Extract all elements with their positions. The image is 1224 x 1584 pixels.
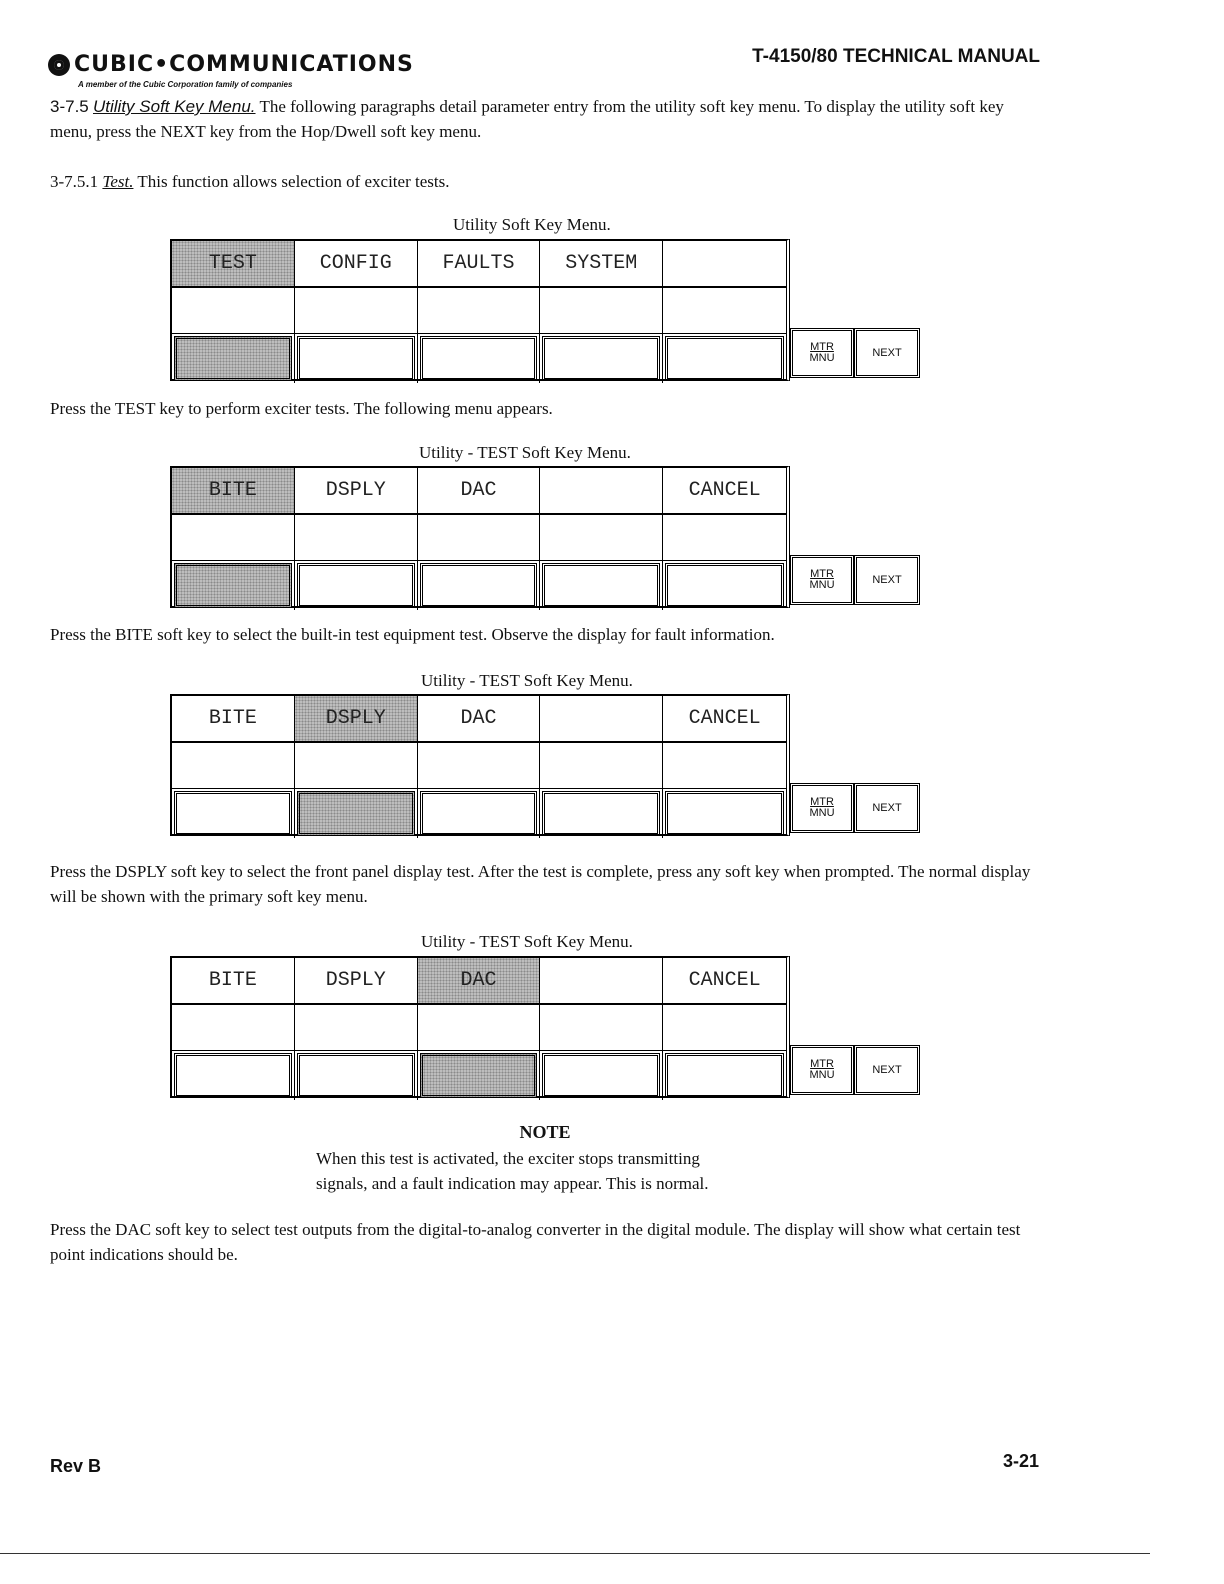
soft-key-blank <box>540 515 663 561</box>
soft-key-label[interactable]: DAC <box>418 958 541 1005</box>
soft-key-blank <box>295 743 418 789</box>
menu-caption: Utility - TEST Soft Key Menu. <box>421 671 633 690</box>
soft-key-menu <box>170 466 790 608</box>
soft-key-button[interactable] <box>540 1051 663 1100</box>
soft-key-blank <box>172 743 295 789</box>
soft-key-blank <box>663 1005 786 1051</box>
section-text: The following paragraphs detail parameter entry from the utility soft key menu. To display the utility soft key menu, press the NEXT key from the Hop/Dwell soft key menu. <box>50 97 1004 141</box>
mtr-mnu-key[interactable] <box>790 783 854 833</box>
soft-key-frame <box>297 1053 415 1098</box>
soft-key-frame <box>665 1053 784 1098</box>
soft-key-button[interactable] <box>295 789 418 838</box>
menu-caption: Utility - TEST Soft Key Menu. <box>419 443 631 462</box>
soft-key-menu <box>170 956 790 1098</box>
soft-key-frame <box>174 1053 292 1098</box>
soft-key-button[interactable] <box>295 334 418 383</box>
section-text: This function allows selection of exciter tests. <box>133 172 450 191</box>
soft-key-button[interactable] <box>540 334 663 383</box>
page-number: 3-21 <box>1003 1451 1040 1471</box>
soft-key-blank <box>663 743 786 789</box>
soft-key-button[interactable] <box>172 334 295 383</box>
mnu-label: MNU <box>809 1069 835 1081</box>
revision: Rev B <box>50 1456 102 1476</box>
mnu-label: MNU <box>809 352 835 364</box>
soft-key-label[interactable]: CANCEL <box>663 468 786 515</box>
soft-key-label[interactable]: DSPLY <box>295 468 418 515</box>
soft-key-blank <box>295 1005 418 1051</box>
instruction-dsply: Press the DSPLY soft key to select the front panel display test. After the test is complete, press any soft key when prompted. The normal display will be shown with the primary soft key menu. <box>50 862 1031 906</box>
soft-key-frame <box>297 563 415 608</box>
soft-key-frame <box>542 563 660 608</box>
mtr-mnu-key[interactable] <box>790 328 854 378</box>
section-number: 3-7.5.1 <box>50 172 99 191</box>
soft-key-frame <box>420 1053 538 1098</box>
note-line: signals, and a fault indication may appear. This is normal. <box>316 1174 709 1193</box>
soft-key-frame <box>174 563 292 608</box>
soft-key-label[interactable]: CONFIG <box>295 241 418 288</box>
soft-key-frame <box>174 791 292 836</box>
soft-key-label[interactable]: SYSTEM <box>540 241 663 288</box>
note-body <box>316 1146 816 1196</box>
soft-key-label[interactable]: DAC <box>418 468 541 515</box>
soft-key-blank <box>540 1005 663 1051</box>
soft-key-button[interactable] <box>418 789 541 838</box>
manual-title: T-4150/80 TECHNICAL MANUAL <box>752 46 1040 67</box>
soft-key-blank <box>172 1005 295 1051</box>
soft-key-label[interactable] <box>540 958 663 1005</box>
next-key[interactable]: NEXT <box>854 1045 920 1095</box>
section-3-7-5 <box>50 94 1050 144</box>
next-key[interactable]: NEXT <box>854 328 920 378</box>
soft-key-frame <box>665 563 784 608</box>
soft-key-button[interactable] <box>172 561 295 610</box>
soft-key-frame <box>420 563 538 608</box>
soft-key-frame <box>542 1053 660 1098</box>
soft-key-blank <box>172 515 295 561</box>
soft-key-button[interactable] <box>172 789 295 838</box>
soft-key-label[interactable]: BITE <box>172 468 295 515</box>
note-title: NOTE <box>519 1122 571 1142</box>
cubic-logo-icon <box>48 54 70 76</box>
next-key[interactable]: NEXT <box>854 783 920 833</box>
soft-key-button[interactable] <box>295 1051 418 1100</box>
soft-key-label[interactable]: DSPLY <box>295 958 418 1005</box>
soft-key-label[interactable] <box>663 241 786 288</box>
soft-key-blank <box>418 288 541 334</box>
soft-key-menu <box>170 239 790 381</box>
mtr-label: MTR <box>810 796 834 808</box>
soft-key-label[interactable]: BITE <box>172 696 295 743</box>
soft-key-label[interactable] <box>540 468 663 515</box>
menu-caption: Utility Soft Key Menu. <box>453 215 611 234</box>
section-title: Utility Soft Key Menu. <box>93 97 256 116</box>
soft-key-button[interactable] <box>418 1051 541 1100</box>
soft-key-button[interactable] <box>663 1051 786 1100</box>
company-name: CUBIC•COMMUNICATIONS <box>74 52 414 77</box>
company-tagline: A member of the Cubic Corporation family of companies <box>78 80 293 89</box>
footer-rule <box>0 1553 1150 1554</box>
company-logo <box>48 52 414 77</box>
soft-key-button[interactable] <box>663 334 786 383</box>
soft-key-blank <box>418 743 541 789</box>
menu-caption: Utility - TEST Soft Key Menu. <box>421 932 633 951</box>
instruction-bite: Press the BITE soft key to select the built-in test equipment test. Observe the display for fault information. <box>50 625 775 644</box>
mnu-label: MNU <box>809 807 835 819</box>
note-line: When this test is activated, the exciter stops transmitting <box>316 1149 700 1168</box>
soft-key-label[interactable] <box>540 696 663 743</box>
soft-key-frame <box>297 791 415 836</box>
soft-key-frame <box>665 336 784 381</box>
mtr-label: MTR <box>810 1058 834 1070</box>
soft-key-button[interactable] <box>295 561 418 610</box>
instruction-dac: Press the DAC soft key to select test outputs from the digital-to-analog converter in the digital module. The display will show what certain test point indications should be. <box>50 1220 1021 1264</box>
soft-key-frame <box>420 791 538 836</box>
instruction-test: Press the TEST key to perform exciter tests. The following menu appears. <box>50 399 553 418</box>
soft-key-blank <box>418 1005 541 1051</box>
section-title: Test. <box>102 172 134 191</box>
soft-key-blank <box>540 743 663 789</box>
soft-key-label[interactable]: TEST <box>172 241 295 288</box>
soft-key-label[interactable]: CANCEL <box>663 958 786 1005</box>
soft-key-frame <box>297 336 415 381</box>
soft-key-frame <box>542 336 660 381</box>
section-number: 3-7.5 <box>50 97 89 116</box>
soft-key-label[interactable]: DAC <box>418 696 541 743</box>
soft-key-blank <box>295 515 418 561</box>
next-key[interactable]: NEXT <box>854 555 920 605</box>
soft-key-frame <box>174 336 292 381</box>
mtr-mnu-key[interactable] <box>790 1045 854 1095</box>
soft-key-button[interactable] <box>663 561 786 610</box>
mtr-label: MTR <box>810 568 834 580</box>
soft-key-button[interactable] <box>663 789 786 838</box>
soft-key-blank <box>172 288 295 334</box>
soft-key-button[interactable] <box>418 334 541 383</box>
soft-key-blank <box>540 288 663 334</box>
soft-key-frame <box>542 791 660 836</box>
soft-key-label[interactable]: BITE <box>172 958 295 1005</box>
mtr-mnu-key[interactable] <box>790 555 854 605</box>
soft-key-button[interactable] <box>540 789 663 838</box>
soft-key-label[interactable]: FAULTS <box>418 241 541 288</box>
soft-key-frame <box>665 791 784 836</box>
soft-key-blank <box>295 288 418 334</box>
soft-key-blank <box>663 515 786 561</box>
soft-key-menu <box>170 694 790 836</box>
section-3-7-5-1 <box>50 169 1050 194</box>
soft-key-button[interactable] <box>418 561 541 610</box>
soft-key-frame <box>420 336 538 381</box>
soft-key-blank <box>418 515 541 561</box>
soft-key-label[interactable]: DSPLY <box>295 696 418 743</box>
mnu-label: MNU <box>809 579 835 591</box>
soft-key-blank <box>663 288 786 334</box>
soft-key-button[interactable] <box>172 1051 295 1100</box>
mtr-label: MTR <box>810 341 834 353</box>
soft-key-button[interactable] <box>540 561 663 610</box>
soft-key-label[interactable]: CANCEL <box>663 696 786 743</box>
